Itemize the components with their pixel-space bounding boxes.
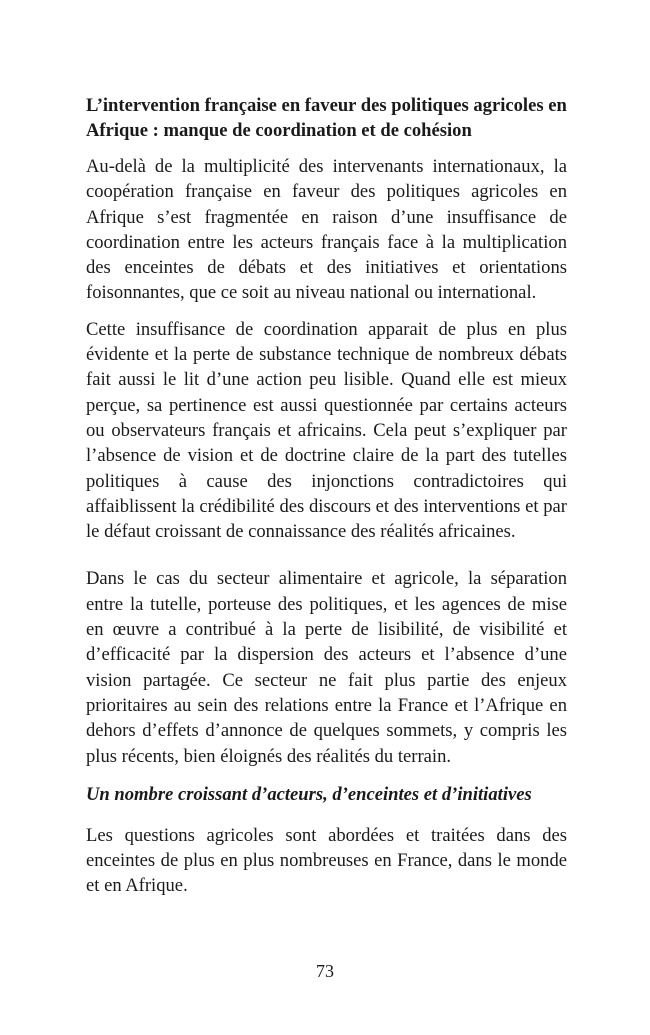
- paragraph: Dans le cas du secteur alimentaire et agricole, la séparation entre la tutelle, porteuse des politiques, et les agences de mise en œuvre a contribué à la perte de lisibilité, de visibilité et d’efficacité par la dispersion des acteurs et l’absence d’une vision partagée. Ce secteur ne fait plus partie des enjeux prioritaires au sein des relations entre la France et l’Afrique en dehors d’effets d’annonce de quelques sommets, y compris les plus récents, bien éloignés des réalités du terrain.: [86, 568, 567, 767]
- paragraph: Les questions agricoles sont abordées et traitées dans des enceintes de plus en plus nombreuses en France, dans le monde et en Afrique.: [86, 824, 567, 897]
- section-heading: L’intervention française en faveur des politiques agricoles en Afrique : manque de coordination et de cohésion: [86, 95, 567, 141]
- page-body: [86, 93, 567, 899]
- page-number: 73: [316, 961, 334, 981]
- paragraph: Au-delà de la multiplicité des intervenants internationaux, la coopération française en faveur des politiques agricoles en Afrique s’est fragmentée en raison d’une insuffisance de coordination entre les acteurs français face à la multiplication des enceintes de débats et des initiatives et orientations foisonnantes, que ce soit au niveau national ou international.: [86, 156, 567, 304]
- subsection-heading: Un nombre croissant d’acteurs, d’enceintes et d’initiatives: [86, 783, 532, 805]
- paragraph: Cette insuffisance de coordination apparait de plus en plus évidente et la perte de substance technique de nombreux débats fait aussi le lit d’une action peu lisible. Quand elle est mieux perçue, sa pertinence est aussi questionnée par certains acteurs ou observateurs français et africains. Cela peut s’expliquer par l’absence de vision et de doctrine claire de la part des tutelles politiques à cause des injonctions contradictoires qui affaiblissent la crédibilité des discours et des interventions et par le défaut croissant de connaissance des réalités africaines.: [86, 318, 567, 543]
